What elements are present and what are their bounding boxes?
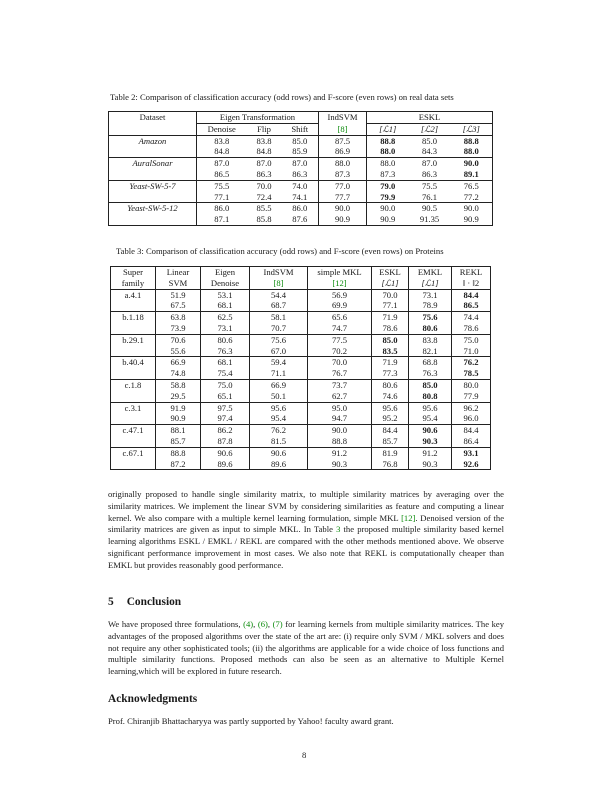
- acknowledgments-text: Prof. Chiranjib Bhattacharyya was partly supported by Yahoo! faculty award grant.: [108, 716, 394, 726]
- table3-row: [111, 402, 491, 413]
- row-label-cell: AuralSonar: [109, 158, 197, 169]
- table-cell: 88.0: [367, 146, 409, 157]
- table-cell: 74.1: [282, 192, 319, 203]
- table-cell: 90.3: [409, 436, 452, 447]
- table-cell: 79.0: [380, 180, 396, 191]
- table-cell: 76.3: [201, 346, 250, 357]
- table2-head-eigen: Eigen Transformation: [197, 112, 319, 124]
- table-cell: 96.2: [452, 402, 491, 413]
- table-cell: 90.0: [308, 425, 372, 436]
- table-cell: 74.8: [156, 368, 201, 379]
- table-cell: 87.5: [319, 135, 367, 146]
- table-cell: 85.0: [282, 135, 319, 146]
- table-cell: 74.7: [308, 323, 372, 334]
- table-cell: 78.5: [452, 368, 491, 379]
- table-cell: 84.3: [409, 146, 451, 157]
- page-number: 8: [302, 750, 307, 760]
- table-cell: 72.4: [247, 192, 282, 203]
- table-cell: 88.1: [156, 425, 201, 436]
- table-cell: 88.0: [451, 146, 493, 157]
- table2-head-indsvm: IndSVM: [319, 112, 367, 124]
- row-label-cell: b.40.4: [111, 357, 156, 368]
- table-cell: 76.2: [250, 425, 308, 436]
- table-cell: 95.0: [308, 402, 372, 413]
- table-cell: 90.0: [451, 158, 493, 169]
- row-label-cell: [111, 300, 156, 311]
- table-cell: 77.2: [451, 192, 493, 203]
- conclusion-text-c: ,: [267, 619, 273, 629]
- table-cell: 92.6: [452, 459, 491, 470]
- table-cell: 71.0: [452, 346, 491, 357]
- table-cell: 87.3: [367, 169, 409, 180]
- table-cell: 85.8: [247, 214, 282, 225]
- table-cell: 68.8: [409, 357, 452, 368]
- table-cell: 90.6: [409, 425, 452, 436]
- table-cell: 80.6: [201, 334, 250, 345]
- table2-row: [109, 169, 493, 180]
- results-text-a: originally proposed to handle single similarity matrix, to multiple similarity matrices by averaging over the similarity matrices. We implement the linear SVM by considering similarities as feature and computing a linear kernel. We also compare with a multiple kernel learning formulation, simple MKL: [108, 489, 504, 523]
- table-cell: 66.9: [156, 357, 201, 368]
- table-cell: 89.1: [451, 169, 493, 180]
- table3-row: [111, 357, 491, 368]
- table-cell: 81.5: [250, 436, 308, 447]
- table-cell: 90.5: [421, 203, 438, 214]
- results-paragraph: [108, 489, 504, 572]
- table2-head-indsvm-ref[interactable]: [8]: [319, 123, 367, 135]
- row-label-cell: c.3.1: [111, 402, 156, 413]
- table-cell: 86.3: [409, 169, 451, 180]
- table-cell: 86.5: [452, 300, 491, 311]
- table3-row: [111, 413, 491, 424]
- table3-row: [111, 323, 491, 334]
- table-cell: 70.0: [372, 289, 409, 300]
- table3-row: [111, 391, 491, 402]
- table3-head-family: family: [111, 278, 156, 289]
- table-cell: 90.9: [156, 413, 201, 424]
- table3-head-svm: SVM: [156, 278, 201, 289]
- table-cell: 96.0: [452, 413, 491, 424]
- table-cell: 80.0: [452, 379, 491, 390]
- table-cell: 94.7: [308, 413, 372, 424]
- table-cell: 85.5: [256, 203, 272, 214]
- results-text-c: the proposed multiple similarity based kernel learning algorithms ESKL / EMKL / REKL are compared with the other methods mentioned above. We observe significant performance improvement in most cases. We also note that REKL is computationally cheaper than EMKL but provides reasonably good performance.: [108, 524, 504, 570]
- table3-row: [111, 425, 491, 436]
- row-label-cell: Yeast-SW-5-12: [109, 203, 197, 214]
- table-cell: 77.7: [319, 192, 367, 203]
- table-cell: 89.6: [250, 459, 308, 470]
- table-cell: 70.7: [250, 323, 308, 334]
- table3-row: [111, 447, 491, 458]
- conclusion-text-d: for learning kernels from multiple similarity matrices. The key advantages of the proposed algorithms over the state of the art are: (i) require only SVM / MKL solvers and does not require any other sophisticated tools; (ii) the algorithms are applicable for a wide choice of loss functions and multiple similarity functions. Proposed methods can also be seen as an alternative to Multiple Kernel learning,which will be explored in future research.: [108, 619, 505, 677]
- table-cell: 90.0: [451, 203, 493, 214]
- table-cell: 83.8: [214, 135, 230, 146]
- table-cell: 80.6: [372, 379, 409, 390]
- eq-6-link[interactable]: (6): [257, 619, 268, 629]
- table-cell: 76.1: [409, 192, 451, 203]
- table-cell: 76.2: [452, 357, 491, 368]
- table2-head-dataset: Dataset: [109, 112, 197, 136]
- table-cell: 84.8: [247, 146, 282, 157]
- row-label-cell: c.67.1: [111, 447, 156, 458]
- table3-head-rekl: REKL: [452, 267, 491, 278]
- table-cell: 73.1: [201, 323, 250, 334]
- table-cell: 93.1: [452, 447, 491, 458]
- table-cell: 86.0: [282, 203, 319, 214]
- section-number: 5: [108, 596, 114, 608]
- table-cell: 76.5: [451, 180, 493, 191]
- table-cell: 90.0: [380, 203, 396, 214]
- row-label-cell: [111, 391, 156, 402]
- table-cell: 62.5: [201, 312, 250, 323]
- table-cell: 87.0: [214, 158, 230, 169]
- table3-head-emkl-sub: [ℒ1]: [409, 278, 452, 289]
- table-cell: 75.0: [201, 379, 250, 390]
- table-cell: 88.8: [451, 135, 493, 146]
- table-cell: 84.4: [452, 425, 491, 436]
- table3-row: [111, 300, 491, 311]
- table-cell: 75.5: [214, 180, 230, 191]
- table-cell: 90.3: [308, 459, 372, 470]
- table-cell: 85.9: [282, 146, 319, 157]
- table3-caption: Table 3: Comparison of classification accuracy (odd rows) and F-score (even rows) on Proteins: [116, 246, 444, 256]
- table2-head-eskl: ESKL: [367, 112, 493, 124]
- row-label-cell: [109, 169, 197, 180]
- table-cell: 85.7: [372, 436, 409, 447]
- table-cell: 87.0: [256, 158, 272, 169]
- table-cell: 87.8: [201, 436, 250, 447]
- table-cell: 84.4: [372, 425, 409, 436]
- table-cell: 65.6: [308, 312, 372, 323]
- row-label-cell: Amazon: [109, 135, 197, 146]
- table-cell: 77.5: [308, 334, 372, 345]
- table-cell: 84.8: [197, 146, 247, 157]
- table-cell: 71.1: [250, 368, 308, 379]
- table-cell: 66.9: [250, 379, 308, 390]
- table-cell: 59.4: [250, 357, 308, 368]
- table-cell: 73.1: [409, 289, 452, 300]
- table-cell: 65.1: [201, 391, 250, 402]
- table-cell: 90.9: [367, 214, 409, 225]
- table-cell: 90.0: [319, 203, 367, 214]
- table-cell: 86.9: [319, 146, 367, 157]
- table-cell: 53.1: [201, 289, 250, 300]
- table2-row: [109, 146, 493, 157]
- table-cell: 70.6: [156, 334, 201, 345]
- table-cell: 88.8: [308, 436, 372, 447]
- table-cell: 78.9: [409, 300, 452, 311]
- table3-head-mkl: simple MKL: [308, 267, 372, 278]
- acknowledgments-heading: Acknowledgments: [108, 693, 198, 705]
- table-cell: 83.8: [409, 334, 452, 345]
- table3-row: [111, 289, 491, 300]
- table-cell: 87.1: [197, 214, 247, 225]
- table-cell: 63.8: [156, 312, 201, 323]
- table3-head-super: Super: [111, 267, 156, 278]
- table-cell: 90.3: [409, 459, 452, 470]
- table-cell: 86.0: [214, 203, 230, 214]
- table3-head-eskl: ESKL: [372, 267, 409, 278]
- table2-head-l2: [ℒ2]: [409, 123, 451, 135]
- table-cell: 77.1: [372, 300, 409, 311]
- table-cell: 76.7: [308, 368, 372, 379]
- table-cell: 88.0: [380, 158, 396, 169]
- table-cell: 74.0: [282, 180, 319, 191]
- table-cell: 86.3: [247, 169, 282, 180]
- conclusion-text-a: We have proposed three formulations,: [108, 619, 244, 629]
- table-cell: 83.5: [372, 346, 409, 357]
- table-cell: 87.2: [156, 459, 201, 470]
- eq-4-link[interactable]: (4): [243, 619, 254, 629]
- table2-caption: Table 2: Comparison of classification accuracy (odd rows) and F-score (even rows) on real data sets: [110, 92, 454, 102]
- table-cell: 75.5: [421, 180, 438, 191]
- table3-head-denoise: Denoise: [201, 278, 250, 289]
- table2-head-l1: [ℒ1]: [367, 123, 409, 135]
- table-cell: 90.6: [201, 447, 250, 458]
- table3-head-rekl-sub: ‖ · ‖2: [452, 278, 491, 289]
- table-cell: 78.6: [372, 323, 409, 334]
- table3-row: [111, 379, 491, 390]
- table2-head-flip: Flip: [247, 123, 282, 135]
- row-label-cell: [109, 146, 197, 157]
- table-cell: 95.4: [250, 413, 308, 424]
- table2-row: [109, 180, 493, 191]
- table-cell: 85.7: [156, 436, 201, 447]
- section-title: Conclusion: [126, 596, 182, 608]
- row-label-cell: [111, 368, 156, 379]
- table3-head-indsvm-ref[interactable]: [8]: [250, 278, 308, 289]
- table-cell: 68.7: [250, 300, 308, 311]
- table-cell: 95.4: [409, 413, 452, 424]
- table-cell: 56.9: [308, 289, 372, 300]
- table-cell: 75.6: [250, 334, 308, 345]
- table-cell: 90.6: [250, 447, 308, 458]
- table3-head-emkl: EMKL: [409, 267, 452, 278]
- table-cell: 79.9: [367, 192, 409, 203]
- table3-head-linear: Linear: [156, 267, 201, 278]
- table-cell: 78.6: [452, 323, 491, 334]
- table-cell: 70.0: [256, 180, 272, 191]
- row-label-cell: b.1.18: [111, 312, 156, 323]
- table2-head-l3: [ℒ3]: [451, 123, 493, 135]
- table-cell: 68.1: [201, 300, 250, 311]
- row-label-cell: c.47.1: [111, 425, 156, 436]
- table2-head-denoise: Denoise: [197, 123, 247, 135]
- table-cell: 70.0: [308, 357, 372, 368]
- table-cell: 71.9: [372, 312, 409, 323]
- table-cell: 58.8: [156, 379, 201, 390]
- table3: [110, 266, 491, 470]
- table-cell: 77.0: [319, 180, 367, 191]
- table-cell: 91.2: [409, 447, 452, 458]
- table-cell: 74.4: [452, 312, 491, 323]
- conclusion-paragraph: [108, 619, 504, 678]
- table-cell: 88.0: [319, 158, 367, 169]
- table-cell: 95.6: [250, 402, 308, 413]
- table-cell: 62.7: [308, 391, 372, 402]
- table-cell: 75.0: [452, 334, 491, 345]
- table-cell: 54.4: [250, 289, 308, 300]
- table3-row: [111, 436, 491, 447]
- table2: [108, 111, 493, 226]
- table-cell: 86.3: [282, 169, 319, 180]
- table-cell: 76.8: [372, 459, 409, 470]
- table-cell: 29.5: [156, 391, 201, 402]
- table-cell: 90.9: [319, 214, 367, 225]
- table-cell: 77.3: [372, 368, 409, 379]
- table-cell: 77.1: [197, 192, 247, 203]
- table-cell: 55.6: [156, 346, 201, 357]
- table-cell: 67.5: [156, 300, 201, 311]
- table-cell: 84.4: [452, 289, 491, 300]
- eq-7-link[interactable]: (7): [272, 619, 283, 629]
- table-cell: 88.8: [156, 447, 201, 458]
- table3-head-eskl-sub: [ℒ1]: [372, 278, 409, 289]
- table-cell: 87.0: [421, 158, 438, 169]
- table-cell: 88.8: [380, 135, 396, 146]
- table-cell: 73.9: [156, 323, 201, 334]
- table-cell: 91.35: [409, 214, 451, 225]
- row-label-cell: [111, 413, 156, 424]
- row-label-cell: [109, 214, 197, 225]
- row-label-cell: [111, 459, 156, 470]
- table-cell: 85.0: [372, 334, 409, 345]
- table-cell: 70.2: [308, 346, 372, 357]
- table-cell: 83.8: [256, 135, 272, 146]
- table3-row: [111, 312, 491, 323]
- table-cell: 97.5: [201, 402, 250, 413]
- table-3-link[interactable]: 3: [336, 524, 341, 535]
- table3-head-mkl-ref[interactable]: [12]: [308, 278, 372, 289]
- table-cell: 51.9: [156, 289, 201, 300]
- table2-row: [109, 203, 493, 214]
- row-label-cell: [109, 192, 197, 203]
- table-cell: 87.0: [282, 158, 319, 169]
- table-cell: 91.2: [308, 447, 372, 458]
- table-cell: 81.9: [372, 447, 409, 458]
- row-label-cell: Yeast-SW-5-7: [109, 180, 197, 191]
- row-label-cell: b.29.1: [111, 334, 156, 345]
- table-cell: 75.6: [409, 312, 452, 323]
- table-cell: 77.9: [452, 391, 491, 402]
- table-cell: 86.4: [452, 436, 491, 447]
- table-cell: 68.1: [201, 357, 250, 368]
- table3-row: [111, 346, 491, 357]
- row-label-cell: c.1.8: [111, 379, 156, 390]
- conclusion-text-b: ,: [253, 619, 258, 629]
- table-cell: 80.6: [409, 323, 452, 334]
- table2-head-shift: Shift: [282, 123, 319, 135]
- table3-head-indsvm: IndSVM: [250, 267, 308, 278]
- row-label-cell: [111, 436, 156, 447]
- table-cell: 89.6: [201, 459, 250, 470]
- table-cell: 86.5: [197, 169, 247, 180]
- table2-row: [109, 192, 493, 203]
- table3-head-eigen: Eigen: [201, 267, 250, 278]
- row-label-cell: [111, 346, 156, 357]
- conclusion-heading: [108, 596, 181, 608]
- table-cell: 97.4: [201, 413, 250, 424]
- table-cell: 67.0: [250, 346, 308, 357]
- table-cell: 50.1: [250, 391, 308, 402]
- table3-row: [111, 368, 491, 379]
- table-cell: 85.0: [421, 135, 438, 146]
- results-text-b: . Denoised version of the similarity matrices are given as input to simple MKL. In Table: [108, 512, 505, 535]
- table-cell: 90.9: [451, 214, 493, 225]
- table-cell: 71.9: [372, 357, 409, 368]
- table3-row: [111, 459, 491, 470]
- table2-row: [109, 158, 493, 169]
- table-cell: 91.9: [156, 402, 201, 413]
- table-cell: 74.6: [372, 391, 409, 402]
- table2-row: [109, 214, 493, 225]
- ref-12-link[interactable]: [12]: [401, 512, 416, 523]
- table3-row: [111, 334, 491, 345]
- table-cell: 95.6: [372, 402, 409, 413]
- table-cell: 69.9: [308, 300, 372, 311]
- table-cell: 87.6: [282, 214, 319, 225]
- table-cell: 85.0: [409, 379, 452, 390]
- table-cell: 80.8: [409, 391, 452, 402]
- table2-row: [109, 135, 493, 146]
- table-cell: 86.2: [201, 425, 250, 436]
- table-cell: 95.2: [372, 413, 409, 424]
- table-cell: 95.6: [409, 402, 452, 413]
- table-cell: 75.4: [201, 368, 250, 379]
- table-cell: 73.7: [308, 379, 372, 390]
- table-cell: 82.1: [409, 346, 452, 357]
- row-label-cell: [111, 323, 156, 334]
- table-cell: 58.1: [250, 312, 308, 323]
- row-label-cell: a.4.1: [111, 289, 156, 300]
- table-cell: 76.3: [409, 368, 452, 379]
- table-cell: 87.3: [319, 169, 367, 180]
